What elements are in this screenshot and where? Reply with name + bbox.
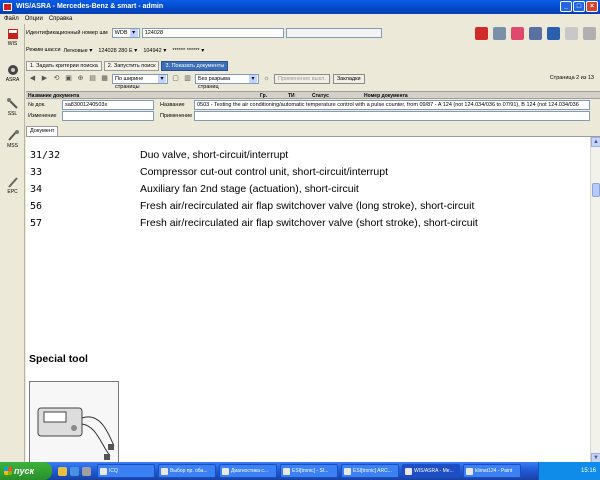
chassis-model-select[interactable]: 124028 280 E ▾ — [98, 47, 137, 54]
task-esi-arc[interactable]: ESI[tronic] ARC... — [341, 464, 399, 478]
pulse-counter-icon — [30, 382, 118, 462]
sidebar-label-epc: EPC — [7, 189, 18, 195]
ident-type-select[interactable]: WDB ▾ — [112, 28, 140, 38]
chassis-mode-select[interactable]: Легковые ▾ — [64, 47, 93, 54]
task-paint[interactable]: klimat124 - Paint — [463, 464, 521, 478]
tab-step-1[interactable]: 1. Задать критерии поиска — [26, 61, 102, 71]
list-item — [26, 147, 586, 164]
page-icon[interactable]: ▢ — [172, 74, 179, 82]
fault-description: Fresh air/recirculated air flap switchover valve (short stroke), short-circuit — [140, 217, 478, 229]
sidebar-label-asra: ASRA — [5, 77, 20, 83]
list-item — [26, 198, 586, 215]
chassis-row — [26, 44, 204, 56]
apply-button[interactable]: Применение выкл. — [274, 74, 330, 84]
doc-change-field[interactable] — [62, 111, 154, 121]
car-delete-icon[interactable] — [475, 27, 488, 40]
task-diagnostics[interactable]: Диагностика с... — [219, 464, 277, 478]
fault-description: Fresh air/recirculated air flap switchover valve (long stroke), short-circuit — [140, 200, 475, 212]
fault-description: Compressor cut-out control unit, short-circuit/interrupt — [140, 166, 389, 178]
fault-code: 34 — [30, 184, 43, 195]
doc-info-row-2 — [26, 111, 600, 121]
taskbar — [0, 462, 600, 480]
zoom-icon[interactable]: ⊕ — [77, 74, 84, 82]
browser-icon[interactable] — [70, 467, 79, 476]
grid-icon[interactable]: ▦ — [101, 74, 108, 82]
fault-description: Duo valve, short-circuit/interrupt — [140, 149, 289, 161]
maximize-button[interactable]: □ — [573, 1, 585, 12]
ident-number-field[interactable]: 124028 — [142, 28, 284, 38]
sidebar-item-wis[interactable] — [0, 28, 25, 47]
epc-screwdriver-icon — [6, 176, 20, 188]
document-view — [26, 136, 600, 462]
eraser-icon[interactable] — [511, 27, 524, 40]
col-name[interactable]: Название документа — [28, 93, 80, 99]
doc-title-field[interactable]: 0503 - Testing the air conditioning/automatic temperature control with a pulse counter, from 09/87 - A 124 (not 124.034/036 to 07/91), B 124 (not 124.034/036 — [194, 100, 590, 110]
mail-icon[interactable] — [565, 27, 578, 40]
forward-icon[interactable]: ▶ — [41, 74, 48, 82]
desktop-icon[interactable] — [82, 467, 91, 476]
chassis-stars-select[interactable]: ****** ****** ▾ — [172, 47, 204, 54]
ident-extra-field[interactable] — [286, 28, 382, 38]
doc-apply-label: Применение — [160, 113, 193, 119]
task-esi-si[interactable]: ESI[tronic] - SI... — [280, 464, 338, 478]
special-tool-image — [29, 381, 119, 462]
top-toolbar — [475, 27, 596, 40]
mss-wrench-icon — [6, 130, 20, 142]
list-item — [26, 164, 586, 181]
menu-bar — [0, 14, 600, 24]
clock: 15:16 — [580, 468, 596, 474]
asra-wheel-icon — [6, 64, 20, 76]
ident-row — [26, 27, 382, 39]
menu-options[interactable]: Опции — [24, 16, 43, 22]
doc-change-label: Изменение — [28, 113, 57, 119]
system-tray — [538, 462, 600, 480]
col-ti[interactable]: ТИ — [288, 93, 295, 99]
sidebar-item-asra[interactable] — [0, 64, 25, 83]
col-number[interactable]: Номер документа — [364, 93, 408, 99]
back-icon[interactable]: ◀ — [29, 74, 36, 82]
task-select[interactable]: Выбор пр. оба... — [158, 464, 216, 478]
fault-code: 57 — [30, 218, 43, 229]
tab-document[interactable]: Документ — [26, 126, 58, 136]
printer-icon[interactable] — [583, 27, 596, 40]
doc-number-label: № док. — [28, 102, 46, 108]
app-icon — [3, 3, 12, 11]
fault-list — [26, 147, 586, 232]
page-info: Страница 2 из 13 — [549, 75, 594, 81]
left-sidebar — [0, 24, 25, 462]
scroll-down-icon[interactable]: ▼ — [591, 453, 600, 462]
list-item — [26, 215, 586, 232]
menu-file[interactable]: Файл — [4, 16, 19, 22]
minimize-button[interactable]: _ — [560, 1, 572, 12]
sidebar-label-mss: MSS — [7, 143, 18, 149]
ssl-wrench-icon — [6, 98, 20, 110]
apply-filter-icon[interactable]: ☼ — [263, 74, 270, 82]
document-tabs — [26, 126, 58, 136]
ident-label: Идентификационный номер шм — [26, 30, 108, 36]
print-icon[interactable]: ▤ — [89, 74, 96, 82]
list-item — [26, 181, 586, 198]
menu-help[interactable]: Справка — [48, 16, 73, 22]
quick-launch — [52, 467, 97, 476]
width-mode-select[interactable]: По ширине страницы ▾ — [112, 74, 168, 84]
sidebar-label-ssl: SSL — [7, 111, 18, 117]
doc-number-field[interactable]: sa83001240503x — [62, 100, 154, 110]
scroll-thumb[interactable] — [592, 183, 600, 197]
doc-info-row-1 — [26, 100, 600, 110]
document-table — [26, 91, 600, 121]
step-tabs — [26, 61, 228, 71]
tab-step-2[interactable]: 2. Запустить поиск — [104, 61, 160, 71]
window-controls — [560, 1, 598, 12]
document-toolbar — [26, 72, 600, 90]
bookmarks-button[interactable]: Закладки — [333, 74, 365, 84]
sidebar-item-ssl[interactable] — [0, 98, 25, 117]
task-wis-asra[interactable]: WIS/ASRA - Me... — [402, 464, 460, 478]
books-icon[interactable] — [547, 27, 560, 40]
special-tool-heading: Special tool — [29, 353, 88, 365]
fault-code: 31/32 — [30, 150, 61, 161]
history-icon[interactable]: ⟲ — [53, 74, 60, 82]
chassis-label: Режим шасси — [26, 47, 61, 53]
col-status[interactable]: Статус — [312, 93, 329, 99]
scroll-up-icon[interactable]: ▲ — [591, 137, 600, 147]
window-title: WIS/ASRA - Mercedes-Benz & smart - admin — [16, 3, 164, 10]
sidebar-item-mss[interactable] — [0, 130, 25, 149]
title-bar[interactable] — [0, 0, 600, 14]
task-icq[interactable]: ICQ — [97, 464, 155, 478]
document-table-header — [26, 91, 600, 99]
page-break-select[interactable]: Без разрыва страниц ▾ — [195, 74, 259, 84]
col-gr[interactable]: Гр. — [260, 93, 268, 99]
fault-code: 33 — [30, 167, 43, 178]
vertical-scrollbar[interactable] — [590, 137, 600, 462]
fullscreen-icon[interactable]: ▣ — [65, 74, 72, 82]
sidebar-item-epc[interactable] — [0, 176, 25, 195]
sidebar-label-wis: WIS — [7, 41, 18, 47]
tab-step-3[interactable]: 3. Показать документы — [161, 61, 228, 71]
close-button[interactable]: × — [586, 1, 598, 12]
phone-icon[interactable] — [529, 27, 542, 40]
start-button[interactable]: пуск — [0, 462, 52, 480]
doc-title-label: Название — [160, 102, 185, 108]
fault-description: Auxiliary fan 2nd stage (actuation), short-circuit — [140, 183, 359, 195]
chassis-code-select[interactable]: 104942 ▾ — [143, 47, 166, 54]
tools-icon[interactable] — [493, 27, 506, 40]
fault-code: 56 — [30, 201, 43, 212]
pages-icon[interactable]: ▥ — [184, 74, 191, 82]
wis-book-icon — [6, 28, 20, 40]
folder-icon[interactable] — [58, 467, 67, 476]
task-list — [97, 464, 521, 478]
doc-apply-field[interactable] — [194, 111, 590, 121]
